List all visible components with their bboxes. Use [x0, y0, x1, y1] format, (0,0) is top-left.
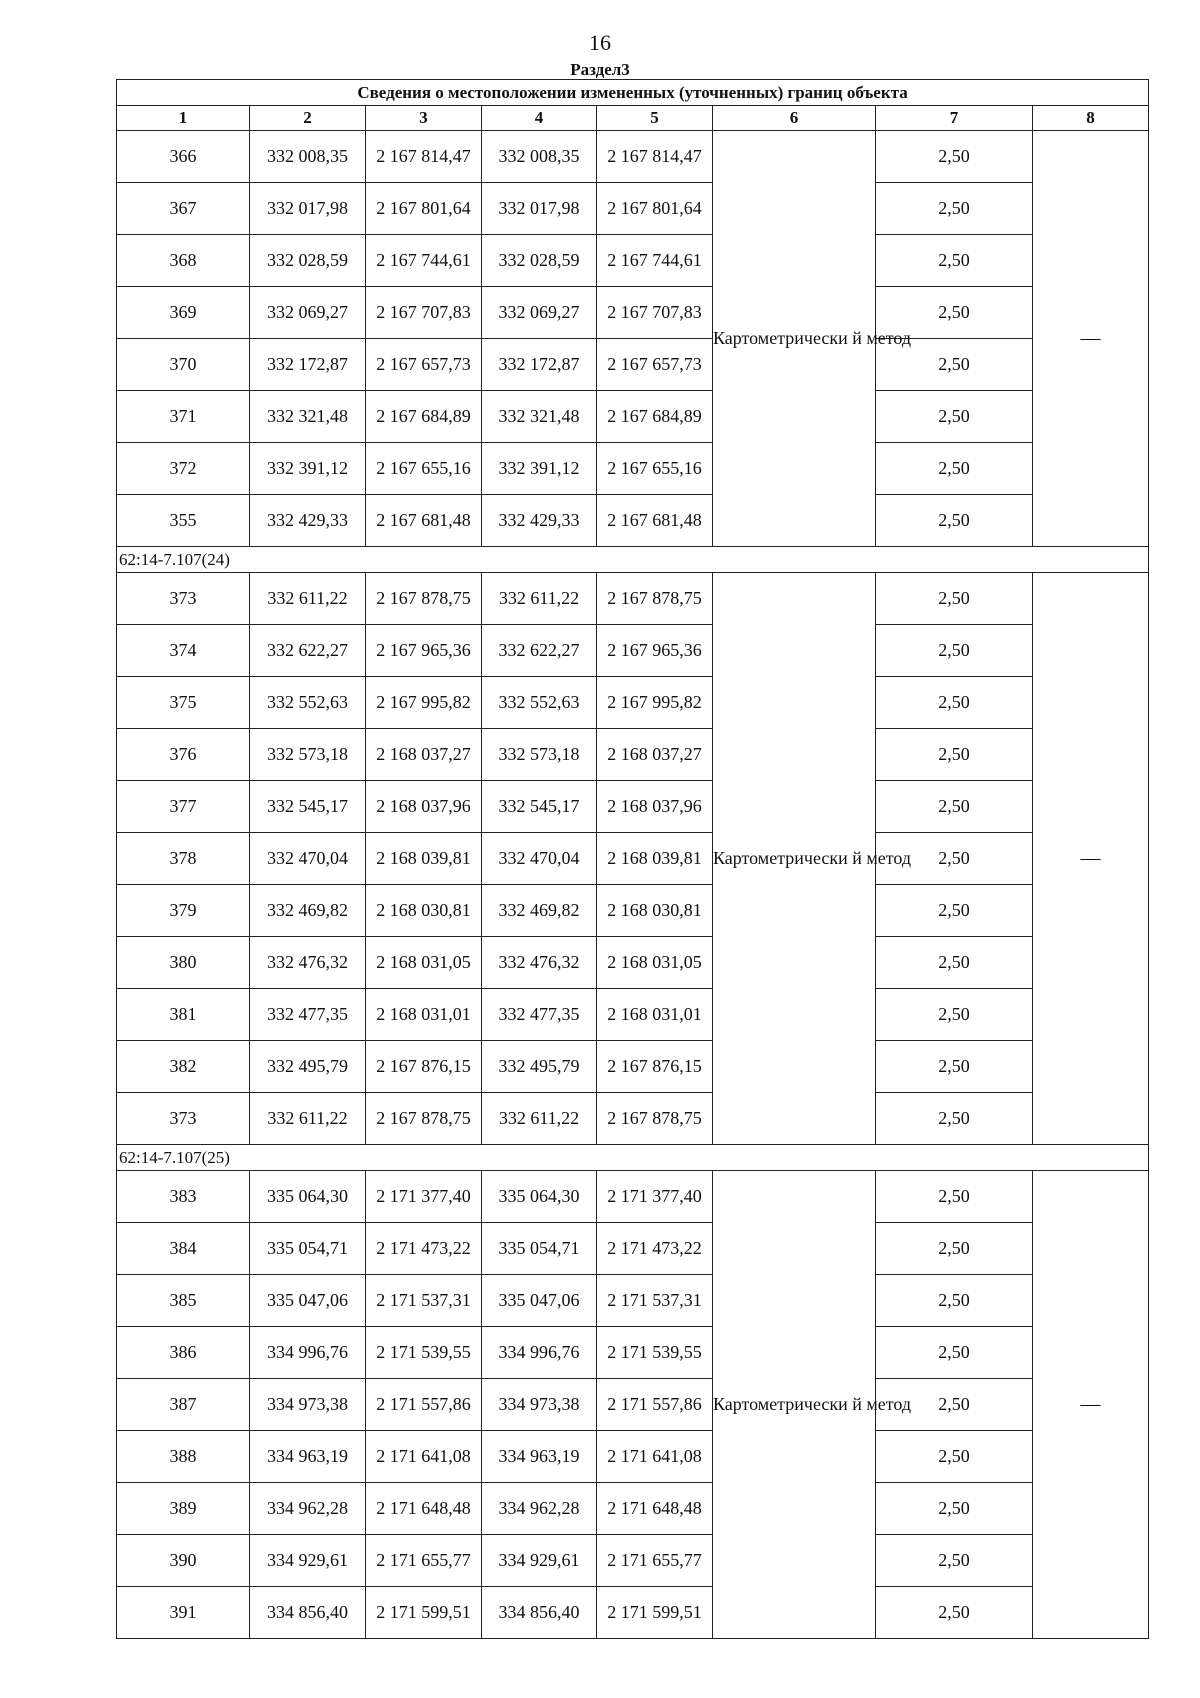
new-x-cell: 334 856,40 [482, 1587, 597, 1639]
accuracy-cell: 2,50 [876, 287, 1033, 339]
table-row [117, 443, 1149, 495]
method-cell: Картометрически й метод [713, 1171, 876, 1639]
new-x-cell: 332 470,04 [482, 833, 597, 885]
point-number-cell: 368 [117, 235, 250, 287]
point-number-cell: 389 [117, 1483, 250, 1535]
point-number-cell: 375 [117, 677, 250, 729]
existing-x-cell: 332 622,27 [250, 625, 366, 677]
table-row [117, 833, 1149, 885]
table-row [117, 495, 1149, 547]
existing-y-cell: 2 167 657,73 [366, 339, 482, 391]
existing-x-cell: 332 172,87 [250, 339, 366, 391]
new-x-cell: 332 495,79 [482, 1041, 597, 1093]
existing-x-cell: 334 963,19 [250, 1431, 366, 1483]
new-y-cell: 2 167 801,64 [597, 183, 713, 235]
new-y-cell: 2 167 681,48 [597, 495, 713, 547]
new-x-cell: 332 008,35 [482, 131, 597, 183]
existing-x-cell: 334 962,28 [250, 1483, 366, 1535]
new-x-cell: 334 963,19 [482, 1431, 597, 1483]
existing-x-cell: 332 429,33 [250, 495, 366, 547]
table-row [117, 131, 1149, 183]
existing-x-cell: 332 017,98 [250, 183, 366, 235]
new-y-cell: 2 167 684,89 [597, 391, 713, 443]
method-cell: Картометрически й метод [713, 131, 876, 547]
existing-y-cell: 2 167 707,83 [366, 287, 482, 339]
table-row [117, 625, 1149, 677]
new-x-cell: 332 469,82 [482, 885, 597, 937]
existing-y-cell: 2 167 801,64 [366, 183, 482, 235]
existing-x-cell: 332 069,27 [250, 287, 366, 339]
table-row [117, 573, 1149, 625]
existing-y-cell: 2 171 473,22 [366, 1223, 482, 1275]
existing-x-cell: 332 573,18 [250, 729, 366, 781]
existing-x-cell: 335 054,71 [250, 1223, 366, 1275]
new-y-cell: 2 171 473,22 [597, 1223, 713, 1275]
table-row [117, 1275, 1149, 1327]
point-number-cell: 355 [117, 495, 250, 547]
existing-y-cell: 2 171 599,51 [366, 1587, 482, 1639]
point-number-cell: 369 [117, 287, 250, 339]
existing-y-cell: 2 168 030,81 [366, 885, 482, 937]
new-x-cell: 335 047,06 [482, 1275, 597, 1327]
existing-y-cell: 2 167 814,47 [366, 131, 482, 183]
accuracy-cell: 2,50 [876, 1041, 1033, 1093]
new-x-cell: 332 391,12 [482, 443, 597, 495]
new-y-cell: 2 171 655,77 [597, 1535, 713, 1587]
table-row [117, 1535, 1149, 1587]
new-x-cell: 332 611,22 [482, 1093, 597, 1145]
new-y-cell: 2 171 537,31 [597, 1275, 713, 1327]
new-y-cell: 2 167 744,61 [597, 235, 713, 287]
accuracy-cell: 2,50 [876, 1587, 1033, 1639]
accuracy-cell: 2,50 [876, 1431, 1033, 1483]
point-number-cell: 383 [117, 1171, 250, 1223]
new-x-cell: 335 064,30 [482, 1171, 597, 1223]
existing-x-cell: 332 008,35 [250, 131, 366, 183]
table-row [117, 1379, 1149, 1431]
column-number-header: 6 [713, 106, 876, 131]
column-number-header: 4 [482, 106, 597, 131]
point-number-cell: 366 [117, 131, 250, 183]
accuracy-cell: 2,50 [876, 1483, 1033, 1535]
table-row [117, 183, 1149, 235]
new-x-cell: 332 476,32 [482, 937, 597, 989]
table-row [117, 885, 1149, 937]
parcel-group-label: 62:14-7.107(24) [117, 547, 1149, 573]
existing-y-cell: 2 167 684,89 [366, 391, 482, 443]
accuracy-cell: 2,50 [876, 833, 1033, 885]
new-x-cell: 332 028,59 [482, 235, 597, 287]
existing-y-cell: 2 167 995,82 [366, 677, 482, 729]
existing-x-cell: 334 996,76 [250, 1327, 366, 1379]
column-number-header: 5 [597, 106, 713, 131]
description-cell: — [1033, 1171, 1149, 1639]
accuracy-cell: 2,50 [876, 1171, 1033, 1223]
accuracy-cell: 2,50 [876, 1275, 1033, 1327]
accuracy-cell: 2,50 [876, 235, 1033, 287]
table-row [117, 989, 1149, 1041]
existing-y-cell: 2 167 965,36 [366, 625, 482, 677]
existing-y-cell: 2 171 648,48 [366, 1483, 482, 1535]
accuracy-cell: 2,50 [876, 885, 1033, 937]
new-x-cell: 332 573,18 [482, 729, 597, 781]
new-y-cell: 2 168 039,81 [597, 833, 713, 885]
existing-y-cell: 2 167 681,48 [366, 495, 482, 547]
accuracy-cell: 2,50 [876, 937, 1033, 989]
point-number-cell: 372 [117, 443, 250, 495]
new-x-cell: 332 477,35 [482, 989, 597, 1041]
new-x-cell: 332 429,33 [482, 495, 597, 547]
point-number-cell: 386 [117, 1327, 250, 1379]
accuracy-cell: 2,50 [876, 1535, 1033, 1587]
existing-y-cell: 2 171 539,55 [366, 1327, 482, 1379]
table-row [117, 1171, 1149, 1223]
accuracy-cell: 2,50 [876, 573, 1033, 625]
point-number-cell: 373 [117, 1093, 250, 1145]
accuracy-cell: 2,50 [876, 677, 1033, 729]
existing-y-cell: 2 168 031,01 [366, 989, 482, 1041]
new-y-cell: 2 171 539,55 [597, 1327, 713, 1379]
new-y-cell: 2 171 599,51 [597, 1587, 713, 1639]
new-x-cell: 332 321,48 [482, 391, 597, 443]
table-row [117, 235, 1149, 287]
table-row [117, 1587, 1149, 1639]
new-x-cell: 335 054,71 [482, 1223, 597, 1275]
point-number-cell: 382 [117, 1041, 250, 1093]
existing-x-cell: 332 611,22 [250, 1093, 366, 1145]
column-number-header: 1 [117, 106, 250, 131]
existing-x-cell: 334 973,38 [250, 1379, 366, 1431]
new-y-cell: 2 171 557,86 [597, 1379, 713, 1431]
new-y-cell: 2 171 641,08 [597, 1431, 713, 1483]
accuracy-cell: 2,50 [876, 339, 1033, 391]
new-x-cell: 332 017,98 [482, 183, 597, 235]
new-y-cell: 2 168 037,27 [597, 729, 713, 781]
new-x-cell: 334 973,38 [482, 1379, 597, 1431]
new-x-cell: 332 545,17 [482, 781, 597, 833]
new-y-cell: 2 168 030,81 [597, 885, 713, 937]
point-number-cell: 384 [117, 1223, 250, 1275]
point-number-cell: 385 [117, 1275, 250, 1327]
existing-y-cell: 2 167 655,16 [366, 443, 482, 495]
point-number-cell: 378 [117, 833, 250, 885]
new-x-cell: 332 611,22 [482, 573, 597, 625]
existing-x-cell: 335 064,30 [250, 1171, 366, 1223]
accuracy-cell: 2,50 [876, 1223, 1033, 1275]
new-x-cell: 334 996,76 [482, 1327, 597, 1379]
table-row [117, 1483, 1149, 1535]
point-number-cell: 371 [117, 391, 250, 443]
existing-y-cell: 2 167 876,15 [366, 1041, 482, 1093]
existing-y-cell: 2 171 641,08 [366, 1431, 482, 1483]
new-y-cell: 2 167 876,15 [597, 1041, 713, 1093]
description-cell: — [1033, 131, 1149, 547]
table-row [117, 937, 1149, 989]
page-number: 16 [589, 30, 611, 55]
existing-y-cell: 2 168 031,05 [366, 937, 482, 989]
boundary-coordinates-table [116, 79, 1149, 1639]
accuracy-cell: 2,50 [876, 183, 1033, 235]
new-y-cell: 2 171 648,48 [597, 1483, 713, 1535]
existing-x-cell: 332 552,63 [250, 677, 366, 729]
existing-y-cell: 2 171 377,40 [366, 1171, 482, 1223]
existing-x-cell: 332 470,04 [250, 833, 366, 885]
point-number-cell: 374 [117, 625, 250, 677]
accuracy-cell: 2,50 [876, 131, 1033, 183]
table-row [117, 1093, 1149, 1145]
existing-x-cell: 332 477,35 [250, 989, 366, 1041]
existing-x-cell: 332 028,59 [250, 235, 366, 287]
existing-x-cell: 332 321,48 [250, 391, 366, 443]
parcel-group-label: 62:14-7.107(25) [117, 1145, 1149, 1171]
new-y-cell: 2 168 037,96 [597, 781, 713, 833]
point-number-cell: 373 [117, 573, 250, 625]
column-number-header: 2 [250, 106, 366, 131]
existing-y-cell: 2 171 537,31 [366, 1275, 482, 1327]
point-number-cell: 380 [117, 937, 250, 989]
new-x-cell: 332 069,27 [482, 287, 597, 339]
accuracy-cell: 2,50 [876, 729, 1033, 781]
new-y-cell: 2 168 031,05 [597, 937, 713, 989]
new-y-cell: 2 167 995,82 [597, 677, 713, 729]
existing-x-cell: 332 469,82 [250, 885, 366, 937]
column-number-row [117, 106, 1149, 131]
new-y-cell: 2 168 031,01 [597, 989, 713, 1041]
parcel-group-row [117, 1145, 1149, 1171]
table-row [117, 287, 1149, 339]
accuracy-cell: 2,50 [876, 625, 1033, 677]
accuracy-cell: 2,50 [876, 1327, 1033, 1379]
method-cell: Картометрически й метод [713, 573, 876, 1145]
new-y-cell: 2 167 707,83 [597, 287, 713, 339]
new-y-cell: 2 167 878,75 [597, 573, 713, 625]
new-y-cell: 2 167 657,73 [597, 339, 713, 391]
table-row [117, 1327, 1149, 1379]
point-number-cell: 379 [117, 885, 250, 937]
accuracy-cell: 2,50 [876, 781, 1033, 833]
column-number-header: 3 [366, 106, 482, 131]
accuracy-cell: 2,50 [876, 1093, 1033, 1145]
existing-x-cell: 332 495,79 [250, 1041, 366, 1093]
existing-y-cell: 2 167 878,75 [366, 573, 482, 625]
existing-y-cell: 2 168 037,27 [366, 729, 482, 781]
point-number-cell: 388 [117, 1431, 250, 1483]
point-number-cell: 367 [117, 183, 250, 235]
new-x-cell: 332 172,87 [482, 339, 597, 391]
point-number-cell: 390 [117, 1535, 250, 1587]
new-y-cell: 2 167 878,75 [597, 1093, 713, 1145]
accuracy-cell: 2,50 [876, 443, 1033, 495]
existing-x-cell: 332 391,12 [250, 443, 366, 495]
new-y-cell: 2 167 655,16 [597, 443, 713, 495]
existing-y-cell: 2 168 037,96 [366, 781, 482, 833]
table-row [117, 1223, 1149, 1275]
existing-x-cell: 332 476,32 [250, 937, 366, 989]
table-row [117, 1431, 1149, 1483]
existing-y-cell: 2 167 744,61 [366, 235, 482, 287]
existing-y-cell: 2 171 655,77 [366, 1535, 482, 1587]
section-title: Раздел3 [570, 60, 630, 79]
existing-y-cell: 2 171 557,86 [366, 1379, 482, 1431]
new-x-cell: 332 622,27 [482, 625, 597, 677]
existing-y-cell: 2 167 878,75 [366, 1093, 482, 1145]
point-number-cell: 387 [117, 1379, 250, 1431]
table-row [117, 391, 1149, 443]
point-number-cell: 377 [117, 781, 250, 833]
point-number-cell: 391 [117, 1587, 250, 1639]
accuracy-cell: 2,50 [876, 989, 1033, 1041]
existing-x-cell: 334 929,61 [250, 1535, 366, 1587]
column-number-header: 7 [876, 106, 1033, 131]
point-number-cell: 376 [117, 729, 250, 781]
existing-x-cell: 332 545,17 [250, 781, 366, 833]
description-cell: — [1033, 573, 1149, 1145]
table-row [117, 677, 1149, 729]
table-row [117, 1041, 1149, 1093]
accuracy-cell: 2,50 [876, 1379, 1033, 1431]
existing-x-cell: 335 047,06 [250, 1275, 366, 1327]
table-caption: Сведения о местоположении измененных (уточненных) границ объекта [117, 80, 1149, 106]
accuracy-cell: 2,50 [876, 495, 1033, 547]
point-number-cell: 370 [117, 339, 250, 391]
new-y-cell: 2 171 377,40 [597, 1171, 713, 1223]
column-number-header: 8 [1033, 106, 1149, 131]
new-x-cell: 332 552,63 [482, 677, 597, 729]
table-row [117, 729, 1149, 781]
existing-x-cell: 334 856,40 [250, 1587, 366, 1639]
point-number-cell: 381 [117, 989, 250, 1041]
new-x-cell: 334 929,61 [482, 1535, 597, 1587]
table-row [117, 339, 1149, 391]
parcel-group-row [117, 547, 1149, 573]
accuracy-cell: 2,50 [876, 391, 1033, 443]
existing-x-cell: 332 611,22 [250, 573, 366, 625]
table-row [117, 781, 1149, 833]
new-x-cell: 334 962,28 [482, 1483, 597, 1535]
existing-y-cell: 2 168 039,81 [366, 833, 482, 885]
new-y-cell: 2 167 965,36 [597, 625, 713, 677]
new-y-cell: 2 167 814,47 [597, 131, 713, 183]
